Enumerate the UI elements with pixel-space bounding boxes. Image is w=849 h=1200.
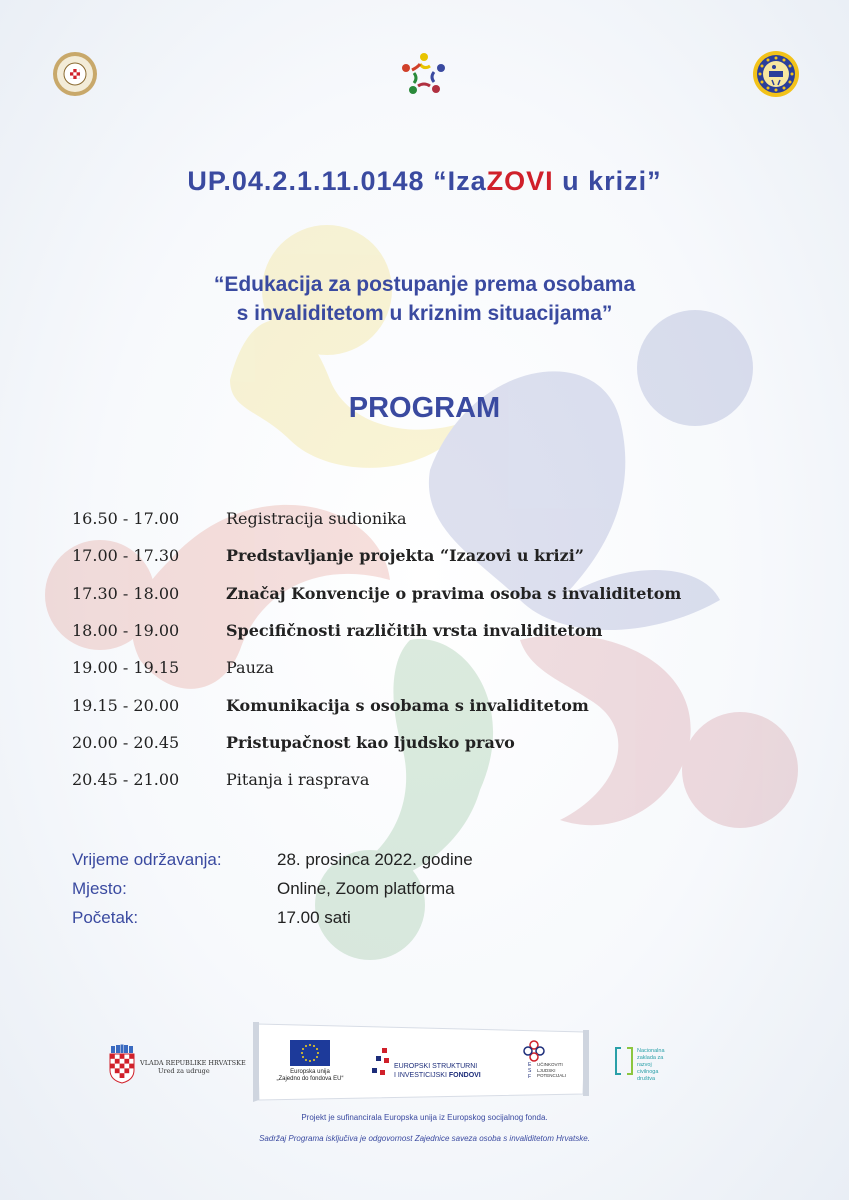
project-title-highlight: ZOVI [486, 166, 554, 196]
nz-line-4: civilnoga [637, 1069, 659, 1075]
schedule-row [72, 575, 772, 612]
schedule-activity: Pauza [226, 658, 274, 678]
project-title-suffix: u krizi” [553, 166, 662, 196]
eu-structural-funds-logo [378, 1042, 508, 1087]
nz-line-2: zaklada za [637, 1055, 664, 1061]
project-code: UP.04.2.1.11.0148 “Iza [187, 166, 487, 196]
info-label: Vrijeme održavanja: [72, 849, 222, 869]
info-label: Početak: [72, 907, 139, 927]
eu-line-1: Europska unija [290, 1069, 330, 1075]
government-office-logo [108, 1044, 248, 1086]
esf-line-3: POTENCIJALI [537, 1073, 567, 1078]
info-value: Online, Zoom platforma [277, 878, 455, 898]
schedule-activity: Pitanja i rasprava [226, 770, 370, 790]
info-value: 28. prosinca 2022. godine [277, 849, 473, 869]
nz-line-3: razvoj [637, 1062, 652, 1068]
eu-flag-block [268, 1040, 352, 1090]
schedule-row [72, 649, 772, 686]
schedule-row [72, 724, 772, 761]
schedule-row [72, 686, 772, 723]
schedule-time: 17.00 - 17.30 [72, 546, 180, 566]
esf-text [537, 1062, 566, 1079]
esf-letters: E S F [528, 1062, 532, 1080]
government-office-text [140, 1059, 246, 1075]
croatian-coat-of-arms-icon [108, 1044, 136, 1084]
schedule-activity: Pristupačnost kao ljudsko pravo [226, 732, 515, 752]
schedule-time: 20.00 - 20.45 [72, 732, 180, 752]
schedule-activity: Komunikacija s osobama s invaliditetom [226, 695, 589, 715]
funds-line-2b: FONDOVI [448, 1072, 481, 1079]
subtitle-line-1: “Edukacija za postupanje prema osobama [213, 273, 636, 296]
eu-flag-icon [290, 1040, 330, 1066]
esf-effective-human-potentials-logo [519, 1040, 579, 1090]
nz-line-1: Nacionalna [637, 1048, 665, 1054]
project-title [0, 166, 849, 197]
bracket-icon [615, 1047, 633, 1075]
esf-line-2: LJUDSKI [537, 1067, 556, 1073]
schedule-time: 19.15 - 20.00 [72, 695, 180, 715]
gov-line-2: Ured za udruge [158, 1067, 210, 1075]
national-foundation-text [637, 1048, 665, 1083]
schedule-time: 19.00 - 19.15 [72, 658, 180, 678]
info-row-start [72, 903, 672, 932]
schedule-row [72, 612, 772, 649]
funds-line-1: EUROPSKI STRUKTURNI [394, 1063, 478, 1070]
nz-line-5: društva [637, 1076, 656, 1082]
schedule-time: 20.45 - 21.00 [72, 770, 180, 790]
zsoih-round-seal-logo [52, 51, 98, 97]
funds-line-2a: I INVESTICIJSKI [394, 1072, 449, 1079]
schedule-row [72, 761, 772, 798]
eu-line-2: „Zajedno do fondova EU“ [276, 1076, 344, 1082]
checker-squares-icon [372, 1048, 392, 1088]
program-heading: PROGRAM [348, 392, 501, 424]
national-foundation-logo [615, 1045, 695, 1085]
schedule-row [72, 537, 772, 574]
event-info [72, 845, 672, 932]
soih-eu-stars-logo [752, 50, 800, 98]
schedule-time: 18.00 - 19.00 [72, 621, 180, 641]
esf-flower-icon [521, 1040, 547, 1062]
disclaimer: Sadržaj Programa isključiva je odgovornost Zajednice saveza osoba s invaliditetom Hrvatske. [259, 1134, 590, 1143]
esf-line-1: UČINKOVITI [537, 1062, 563, 1067]
schedule-time: 16.50 - 17.00 [72, 509, 180, 529]
info-value: 17.00 sati [277, 907, 351, 927]
info-row-time [72, 845, 672, 874]
funding-note: Projekt je sufinancirala Europska unija iz Europskog socijalnog fonda. [301, 1113, 548, 1122]
funds-line-2 [394, 1071, 481, 1080]
schedule-activity: Značaj Konvencije o pravima osoba s invaliditetom [226, 583, 682, 603]
event-subtitle [0, 270, 849, 328]
info-row-place [72, 874, 672, 903]
schedule-activity: Registracija sudionika [226, 509, 407, 529]
schedule-time: 17.30 - 18.00 [72, 583, 180, 603]
eu-text [268, 1069, 352, 1083]
gov-line-1: VLADA REPUBLIKE HRVATSKE [140, 1059, 246, 1067]
schedule-activity: Specifičnosti različitih vrsta invaliditetom [226, 621, 603, 641]
project-colorful-people-logo [400, 50, 448, 98]
subtitle-line-2: s invaliditetom u kriznim situacijama” [236, 302, 613, 325]
info-label: Mjesto: [72, 878, 127, 898]
program-schedule [72, 500, 772, 798]
schedule-row [72, 500, 772, 537]
structural-funds-text [394, 1062, 481, 1080]
schedule-activity: Predstavljanje projekta “Izazovi u krizi” [226, 546, 584, 566]
